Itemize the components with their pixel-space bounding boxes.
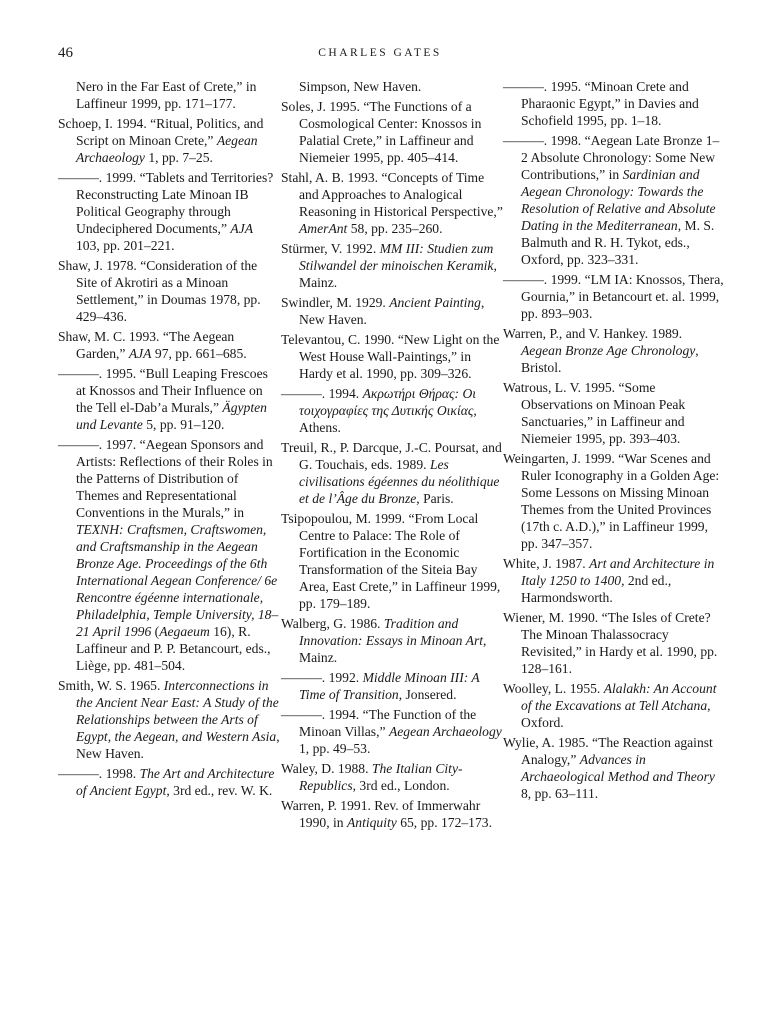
- entry-text: 65, pp. 172–173.: [396, 815, 492, 830]
- entry-text: (: [151, 624, 160, 639]
- bibliography-entry: [281, 615, 503, 666]
- entry-italic-text: Ägypten und Levante: [76, 400, 267, 432]
- entry-text: , Athens.: [299, 403, 477, 435]
- entry-text: Nero in the Far East of Crete,” in Laffineur 1999, pp. 171–177.: [76, 79, 257, 111]
- entry-italic-text: Advances in Archaeological Method and Theory: [521, 752, 715, 784]
- bibliography-entry: [503, 734, 725, 802]
- entry-italic-text: Sardinian and Aegean Chronology: Towards the Resolution of Relative and Absolute Dating in the Mediterranean: [521, 167, 716, 233]
- entry-italic-text: Middle Minoan III: A Time of Transition: [299, 670, 480, 702]
- bibliography-entry: [58, 78, 280, 112]
- bibliography-entry: [503, 450, 725, 552]
- bibliography-entry: [503, 680, 725, 731]
- entry-text: Swindler, M. 1929.: [281, 295, 390, 310]
- bibliography-entry: [58, 257, 280, 325]
- bibliography-entry: [58, 677, 280, 762]
- bibliography-entry: [281, 169, 503, 237]
- bibliography-entry: [503, 325, 725, 376]
- entry-text: Televantou, C. 1990. “New Light on the West House Wall-Paintings,” in Hardy et al. 1990, pp. 309–326.: [281, 332, 500, 381]
- bibliography-entry: [58, 365, 280, 433]
- entry-text: Weingarten, J. 1999. “War Scenes and Ruler Iconography in a Golden Age: Some Lessons on Missing Minoan Themes from the United Provinces (17th c. A.D.),” in Laffineur 1999, pp. 347–357.: [503, 451, 720, 551]
- entry-italic-text: AJA: [128, 346, 152, 361]
- entry-text: , New Haven.: [76, 729, 280, 761]
- entry-text: Simpson, New Haven.: [299, 79, 422, 94]
- entry-italic-text: Alalakh: An Account of the Excavations at Tell Atchana: [521, 681, 717, 713]
- entry-text: ———. 1997. “Aegean Sponsors and Artists: Reflections of their Roles in the Patterns of Distribution of Themes and Representational Conventions in the Murals,” in: [58, 437, 273, 520]
- bibliography-entry: [58, 436, 280, 674]
- page-number: 46: [58, 45, 73, 61]
- entry-text: 5, pp. 91–120.: [142, 417, 225, 432]
- entry-text: , Bristol.: [521, 343, 699, 375]
- bibliography-entry: [281, 385, 503, 436]
- entry-text: , Oxford.: [521, 698, 711, 730]
- entry-text: ———. 1995. “Bull Leaping Frescoes at Knossos and Their Influence on the Tell el-Dab’a Murals,”: [58, 366, 268, 415]
- bibliography-entry: [281, 797, 503, 831]
- bibliography-entry: [281, 669, 503, 703]
- entry-text: Watrous, L. V. 1995. “Some Observations on Minoan Peak Sanctuaries,” in Laffineur and Niemeier 1995, pp. 393–403.: [503, 380, 686, 446]
- bibliography-entry: [503, 555, 725, 606]
- entry-text: Stürmer, V. 1992.: [281, 241, 380, 256]
- entry-italic-text: The Italian City-Republics: [299, 761, 463, 793]
- entry-text: ———. 1999. “LM IA: Knossos, Thera, Gournia,” in Betancourt et. al. 1999, pp. 893–903.: [503, 272, 724, 321]
- entry-text: ———. 1999. “Tablets and Territories? Reconstructing Late Minoan IB Political Geography through Undeciphered Documents,”: [58, 170, 274, 236]
- entry-text: 8, pp. 63–111.: [521, 786, 599, 801]
- entry-italic-text: The Art and Architecture of Ancient Egypt: [76, 766, 275, 798]
- entry-italic-text: MM III: Studien zum Stilwandel der minoischen Keramik: [299, 241, 494, 273]
- entry-text: White, J. 1987.: [503, 556, 590, 571]
- entry-text: Walberg, G. 1986.: [281, 616, 384, 631]
- entry-italic-text: Les civilisations égéennes du néolithique et de l’Âge du Bronze: [299, 457, 500, 506]
- entry-text: ———. 1992.: [281, 670, 363, 685]
- entry-text: Shaw, J. 1978. “Consideration of the Site of Akrotiri as a Minoan Settlement,” in Doumas 1978, pp. 429–436.: [58, 258, 261, 324]
- entry-text: 97, pp. 661–685.: [151, 346, 247, 361]
- entry-text: Warren, P. 1991. Rev. of Immerwahr 1990, in: [281, 798, 481, 830]
- entry-text: Treuil, R., P. Darcque, J.-C. Poursat, and G. Touchais, eds. 1989.: [281, 440, 502, 472]
- entry-italic-text: Interconnections in the Ancient Near East: A Study of the Relationships between the Arts of Egypt, the Aegean, and Western Asia: [76, 678, 279, 744]
- bibliography-entry: [281, 331, 503, 382]
- entry-text: Smith, W. S. 1965.: [58, 678, 164, 693]
- bibliography-column-1: [58, 78, 280, 802]
- bibliography-entry: [503, 78, 725, 129]
- bibliography-column-2: [281, 78, 503, 834]
- bibliography-entry: [281, 294, 503, 328]
- entry-italic-text: Aegean Archaeology: [388, 724, 502, 739]
- entry-italic-text: TEXNH: Craftsmen, Craftswomen, and Craftsmanship in the Aegean Bronze Age. Proceedings of the 6th International Aegean Conference/ 6e Rencontre égéenne internationale, Philadelphia, Temple University, 18–21 April 1996: [76, 522, 279, 639]
- bibliography-entry: [281, 439, 503, 507]
- entry-text: Wylie, A. 1985. “The Reaction against Analogy,”: [503, 735, 713, 767]
- entry-text: , Mainz.: [299, 633, 487, 665]
- bibliography-entry: [281, 760, 503, 794]
- bibliography-entry: [503, 379, 725, 447]
- entry-italic-text: Aegaeum: [159, 624, 210, 639]
- entry-italic-text: Antiquity: [346, 815, 397, 830]
- bibliography-entry: [503, 271, 725, 322]
- bibliography-entry: [281, 510, 503, 612]
- entry-text: , M. S. Balmuth and R. H. Tykot, eds., Oxford, pp. 323–331.: [521, 218, 715, 267]
- entry-text: , New Haven.: [299, 295, 485, 327]
- entry-text: Waley, D. 1988.: [281, 761, 372, 776]
- entry-text: ———. 1998. “Aegean Late Bronze 1–2 Absolute Chronology: Some New Contributions,” in: [503, 133, 720, 182]
- entry-text: 103, pp. 201–221.: [76, 238, 175, 253]
- entry-text: , 2nd ed., Harmondsworth.: [521, 573, 672, 605]
- entry-text: Shaw, M. C. 1993. “The Aegean Garden,”: [58, 329, 235, 361]
- entry-text: Woolley, L. 1955.: [503, 681, 604, 696]
- bibliography-entry: [281, 98, 503, 166]
- entry-text: Stahl, A. B. 1993. “Concepts of Time and Approaches to Analogical Reasoning in Historical Perspective,”: [281, 170, 503, 219]
- entry-text: 58, pp. 235–260.: [347, 221, 443, 236]
- entry-text: Warren, P., and V. Hankey. 1989.: [503, 326, 683, 341]
- entry-italic-text: Aegean Archaeology: [76, 133, 258, 165]
- entry-text: ———. 1998.: [58, 766, 140, 781]
- entry-text: ———. 1994. “The Function of the Minoan Villas,”: [281, 707, 477, 739]
- bibliography-entry: [281, 78, 503, 95]
- entry-text: , Jonsered.: [398, 687, 457, 702]
- bibliography-entry: [503, 132, 725, 268]
- bibliography-entry: [58, 115, 280, 166]
- entry-text: Soles, J. 1995. “The Functions of a Cosmological Center: Knossos in Palatial Crete,” in Laffineur and Niemeier 1995, pp. 405–414.: [281, 99, 482, 165]
- entry-italic-text: AJA: [230, 221, 254, 236]
- entry-text: , 3rd ed., London.: [352, 778, 450, 793]
- entry-italic-text: Aegean Bronze Age Chronology: [521, 343, 696, 358]
- bibliography-entry: [503, 609, 725, 677]
- entry-text: ———. 1994.: [281, 386, 363, 401]
- entry-italic-text: Tradition and Innovation: Essays in Minoan Art: [299, 616, 484, 648]
- entry-italic-text: Ancient Painting: [389, 295, 481, 310]
- entry-text: , Mainz.: [299, 258, 497, 290]
- entry-text: Tsipopoulou, M. 1999. “From Local Centre to Palace: The Role of Fortification in the Economic Transformation of the Siteia Bay Area, East Crete,” in Laffineur 1999, pp. 179–189.: [281, 511, 501, 611]
- entry-text: Schoep, I. 1994. “Ritual, Politics, and Script on Minoan Crete,”: [58, 116, 264, 148]
- bibliography-entry: [281, 240, 503, 291]
- entry-text: 1, pp. 7–25.: [144, 150, 213, 165]
- bibliography-entry: [281, 706, 503, 757]
- entry-text: ———. 1995. “Minoan Crete and Pharaonic Egypt,” in Davies and Schofield 1995, pp. 1–18.: [503, 79, 699, 128]
- entry-text: 16), R. Laffineur and P. P. Betancourt, eds., Liège, pp. 481–504.: [76, 624, 271, 673]
- bibliography-entry: [58, 169, 280, 254]
- entry-italic-text: AmerAnt: [299, 221, 348, 236]
- entry-text: Wiener, M. 1990. “The Isles of Crete? The Minoan Thalassocracy Revisited,” in Hardy et al. 1990, pp. 128–161.: [503, 610, 718, 676]
- bibliography-entry: [58, 765, 280, 799]
- bibliography-entry: [58, 328, 280, 362]
- entry-text: , Paris.: [416, 491, 454, 506]
- entry-text: 1, pp. 49–53.: [299, 741, 371, 756]
- entry-italic-text: Ακρωτήρι Θήρας: Οι τοιχογραφίες της Δυτικής Οικίας: [299, 386, 477, 418]
- entry-text: , 3rd ed., rev. W. K.: [166, 783, 273, 798]
- running-head: CHARLES GATES: [318, 47, 442, 59]
- entry-italic-text: Art and Architecture in Italy 1250 to 1400: [521, 556, 715, 588]
- bibliography-column-3: [503, 78, 725, 805]
